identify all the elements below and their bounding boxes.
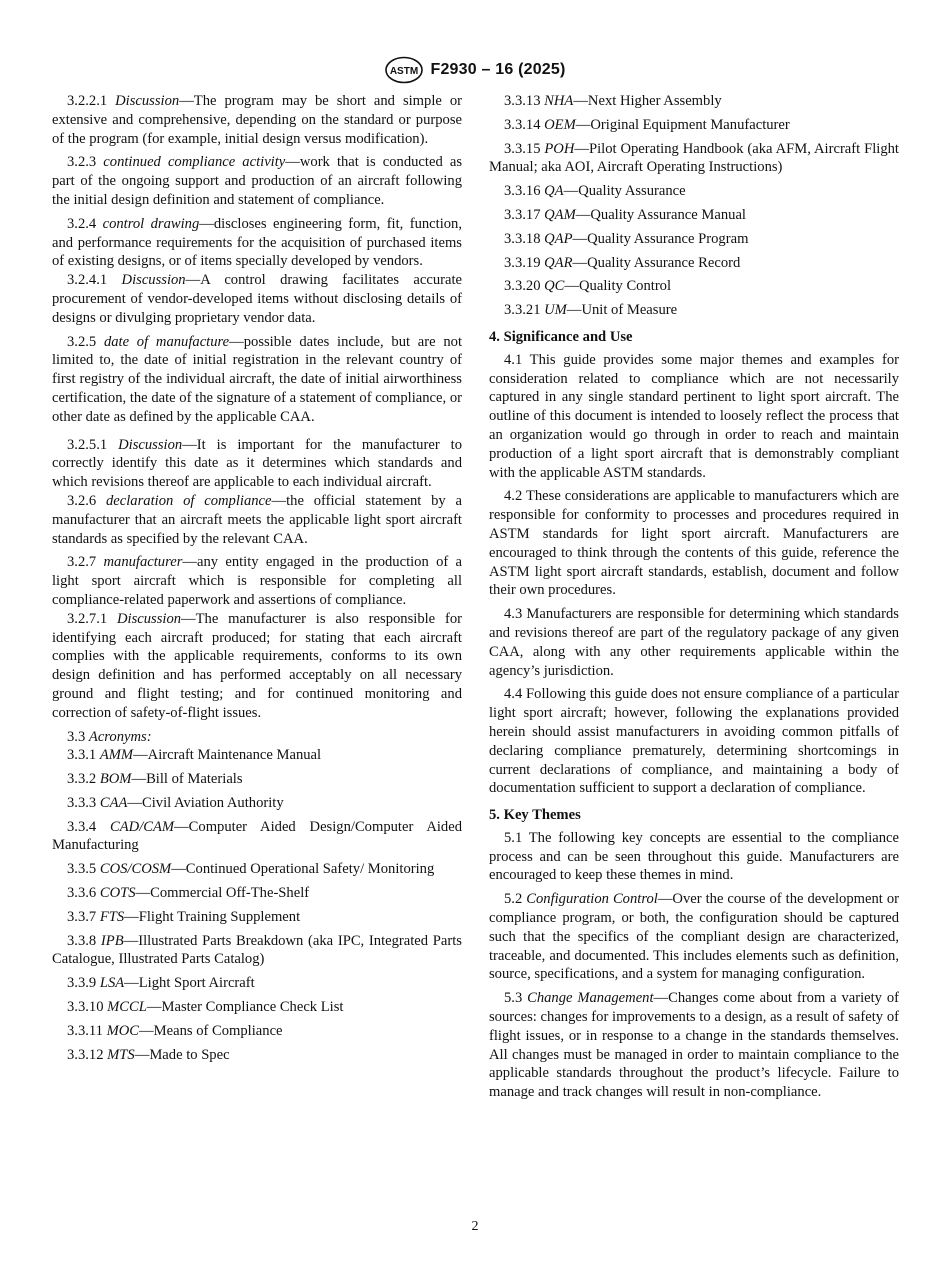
astm-logo-text: ASTM	[390, 66, 419, 77]
acronym-3-3-8: 3.3.8 IPB—Illustrated Parts Breakdown (aka IPC, Integrated Parts Catalogue, Illustrated Parts Catalog)	[52, 932, 462, 968]
section-5-heading: 5. Key Themes	[489, 807, 581, 824]
clause-3-2-4: 3.2.4 control drawing—discloses engineering form, fit, function, and performance requirements for the acquisition of purchased items of existing designs, or of items specially developed by vendors.	[52, 215, 462, 270]
left-column	[52, 92, 462, 1069]
clause-3-2-3: 3.2.3 continued compliance activity—work that is conducted as part of the ongoing support and production of an aircraft following the initial design definition and statement of compliance.	[52, 154, 462, 208]
clause-4-2: 4.2 These considerations are applicable to manufacturers which are responsible for conformity to processes and procedures required in ASTM standards for light sport aircraft. Manufacturers are encouraged to think through the contents of this guide, reference the ASTM light sport aircraft standards, establish, document and follow their own procedures.	[489, 488, 899, 599]
clause-3-2-2-1: 3.2.2.1 Discussion—The program may be short and simple or extensive and comprehensive, depending on the standard or purpose of the program (for example, initial design versus modification).	[52, 93, 462, 147]
page-header	[0, 56, 950, 84]
acronym-3-3-17: 3.3.17 QAM—Quality Assurance Manual	[504, 206, 746, 223]
acronym-3-3-7: 3.3.7 FTS—Flight Training Supplement	[67, 908, 301, 925]
astm-logo-icon	[384, 56, 424, 84]
clause-3-2-5: 3.2.5 date of manufacture—possible dates include, but are not limited to, the date of initial registration in the relevant country of first registry of the individual aircraft, the date of initial airworthiness certification, the date of the signature of a statement of compliance, or other date as defined by the applicable CAA.	[52, 333, 463, 425]
acronym-3-3-12: 3.3.12 MTS—Made to Spec	[67, 1046, 230, 1063]
acronym-3-3-15: 3.3.15 POH—Pilot Operating Handbook (aka AFM, Aircraft Flight Manual; aka AOI, Aircraft Operating Instructions)	[489, 140, 899, 176]
clause-3-2-7: 3.2.7 manufacturer—any entity engaged in the production of a light sport aircraft which is responsible for completing all compliance-related paperwork and assertions of compliance.	[52, 554, 462, 608]
clause-5-3: 5.3 Change Management—Changes come about from a variety of sources: changes for improvements to a design, as a result of safety of flight issues, or in response to a change in the standards themselves. All changes must be managed in order to maintain compliance to the applicable standards throughout the product’s lifecycle. Failure to manage and track changes will result in non-compliance.	[489, 990, 899, 1101]
acronym-3-3-2: 3.3.2 BOM—Bill of Materials	[67, 771, 243, 788]
clause-3-2-4-1: 3.2.4.1 Discussion—A control drawing facilitates accurate procurement of vendor-developed items without disclosing details of designs or divulging proprietary vendor data.	[52, 272, 462, 326]
acronym-3-3-5: 3.3.5 COS/COSM—Continued Operational Safety/ Monitoring	[67, 861, 435, 878]
acronym-3-3-16: 3.3.16 QA—Quality Assurance	[504, 183, 686, 200]
clause-3-2-7-1: 3.2.7.1 Discussion—The manufacturer is also responsible for identifying each aircraft produced; for stating that each aircraft complies with the applicable requirements, conforms to its own design definition and has performed acceptably on all necessary ground and flight testing; and for continued monitoring and correction of safety-of-flight issues.	[52, 610, 462, 721]
document-designation: F2930 – 16 (2025)	[430, 61, 566, 78]
clause-4-3: 4.3 Manufacturers are responsible for determining which standards and revisions thereof are part of the regulatory package of any given CAA, along with any other requirements applicable within the agency’s jurisdiction.	[489, 606, 899, 679]
acronym-3-3-21: 3.3.21 UM—Unit of Measure	[504, 302, 678, 319]
acronym-3-3-11: 3.3.11 MOC—Means of Compliance	[67, 1022, 283, 1039]
acronym-3-3-4: 3.3.4 CAD/CAM—Computer Aided Design/Computer Aided Manufacturing	[52, 818, 462, 854]
right-column	[489, 92, 899, 1107]
page-number: 2	[471, 1219, 479, 1234]
acronym-3-3-14: 3.3.14 OEM—Original Equipment Manufacturer	[504, 116, 790, 133]
acronym-3-3-18: 3.3.18 QAP—Quality Assurance Program	[504, 230, 749, 247]
section-4-heading: 4. Significance and Use	[489, 328, 633, 345]
clause-4-4: 4.4 Following this guide does not ensure compliance of a particular light sport aircraft; however, following the explanations provided herein should assist manufacturers in avoiding common pitfalls of declaring compliance prematurely, determining shortcomings in current declarations of compliance, and maintaining a body of documentation sufficient to support a declaration of compliance.	[489, 686, 899, 797]
acronym-3-3-9: 3.3.9 LSA—Light Sport Aircraft	[67, 975, 255, 992]
clause-4-1: 4.1 This guide provides some major themes and examples for consideration related to compliance which are not necessarily captured in any single standard pertinent to light sport aircraft. The outline of this document is intended to loosely reflect the process that an organization would go through in order to reach and maintain production of a light sport aircraft that is demonstrably compliant with the applicable ASTM standards.	[489, 351, 899, 481]
acronym-3-3-13: 3.3.13 NHA—Next Higher Assembly	[504, 93, 722, 109]
acronym-3-3-1: 3.3.1 AMM—Aircraft Maintenance Manual	[67, 747, 322, 764]
acronym-3-3-6: 3.3.6 COTS—Commercial Off-The-Shelf	[67, 885, 310, 902]
clause-3-3: 3.3 Acronyms:	[67, 728, 152, 745]
clause-5-1: 5.1 The following key concepts are essential to the compliance process and can be seen throughout this guide. Manufacturers are encouraged to keep these themes in mind.	[489, 829, 899, 884]
clause-5-2: 5.2 Configuration Control—Over the course of the development or compliance program, or both, the configuration should be captured such that the specifics of the compliant design are characterized, traceable, and documented. This includes elements such as definition, source, specifications, and a system for managing configuration.	[489, 891, 899, 983]
acronym-3-3-19: 3.3.19 QAR—Quality Assurance Record	[504, 254, 741, 271]
acronym-3-3-10: 3.3.10 MCCL—Master Compliance Check List	[67, 999, 344, 1016]
clause-3-2-5-1: 3.2.5.1 Discussion—It is important for the manufacturer to correctly identify this date as it determines which standards and which revisions thereof are applicable to each individual aircraft.	[52, 436, 463, 491]
clause-3-2-6: 3.2.6 declaration of compliance—the official statement by a manufacturer that an aircraft meets the applicable light sport aircraft standards as specified by the relevant CAA.	[52, 492, 463, 547]
acronym-3-3-3: 3.3.3 CAA—Civil Aviation Authority	[67, 794, 284, 811]
acronym-3-3-20: 3.3.20 QC—Quality Control	[504, 278, 672, 295]
